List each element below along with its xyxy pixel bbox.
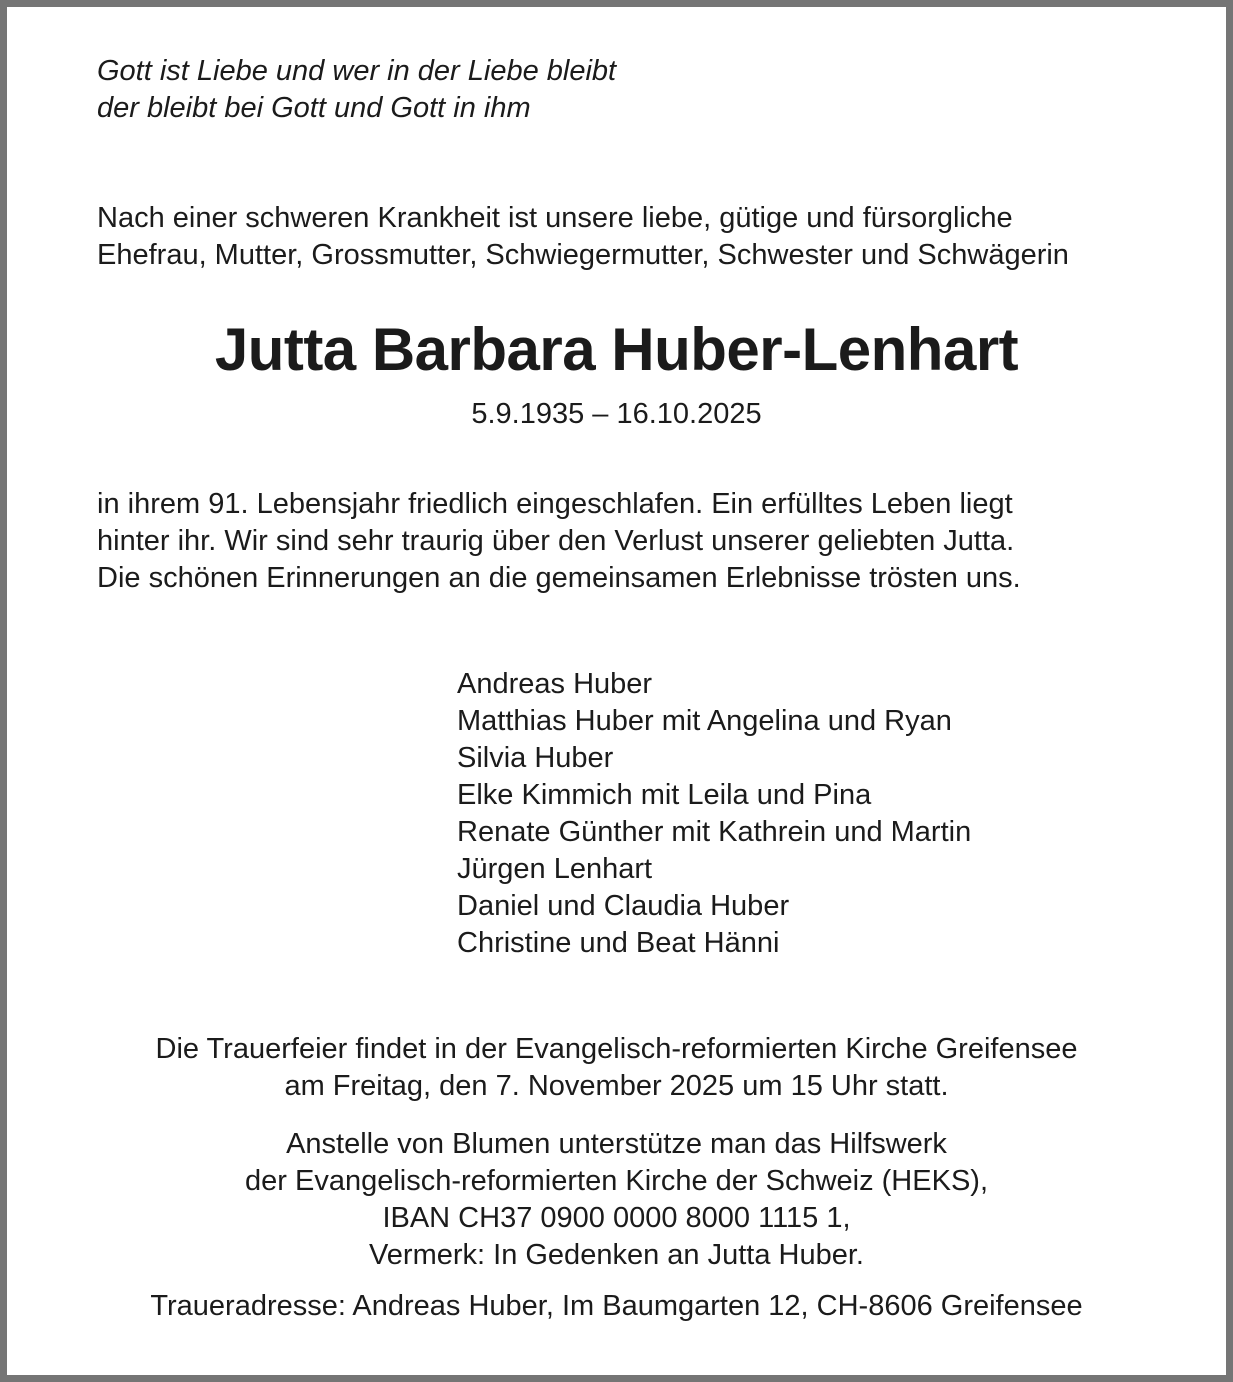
donation-line: Anstelle von Blumen unterstütze man das Hilfswerk	[286, 1128, 947, 1160]
donation-info	[97, 1126, 1136, 1274]
obituary-line: Die schönen Erinnerungen an die gemeinsamen Erlebnisse trösten uns.	[97, 562, 1021, 594]
mourner-name: Jürgen Lenhart	[457, 853, 653, 885]
epigraph-line: Gott ist Liebe und wer in der Liebe bleibt	[97, 55, 617, 87]
donation-line: der Evangelisch-reformierten Kirche der Schweiz (HEKS),	[245, 1165, 988, 1197]
donation-line: IBAN CH37 0900 0000 8000 1115 1,	[382, 1202, 851, 1234]
deceased-name: Jutta Barbara Huber-Lenhart	[214, 316, 1019, 383]
intro-line: Nach einer schweren Krankheit ist unsere liebe, gütige und fürsorgliche	[97, 202, 1013, 234]
intro-paragraph	[97, 200, 1136, 274]
mourning-address	[97, 1288, 1136, 1325]
service-line: Die Trauerfeier findet in der Evangelisch-reformierten Kirche Greifensee	[155, 1033, 1078, 1065]
life-dates: 5.9.1935 – 16.10.2025	[471, 398, 762, 430]
obituary-line: hinter ihr. Wir sind sehr traurig über den Verlust unserer geliebten Jutta.	[97, 525, 1015, 557]
service-line: am Freitag, den 7. November 2025 um 15 Uhr statt.	[284, 1070, 949, 1102]
obituary-content	[7, 53, 1226, 1382]
mourner-name: Renate Günther mit Kathrein und Martin	[457, 816, 972, 848]
service-info	[97, 1031, 1136, 1105]
mourner-name: Christine und Beat Hänni	[457, 927, 780, 959]
obituary-text	[97, 486, 1136, 597]
epigraph-line: der bleibt bei Gott und Gott in ihm	[97, 92, 531, 124]
mourner-name: Andreas Huber	[457, 668, 653, 700]
mourner-name: Daniel und Claudia Huber	[457, 890, 790, 922]
mourner-name: Silvia Huber	[457, 742, 614, 774]
intro-line: Ehefrau, Mutter, Grossmutter, Schwiegermutter, Schwester und Schwägerin	[97, 239, 1069, 271]
obituary-line: in ihrem 91. Lebensjahr friedlich eingeschlafen. Ein erfülltes Leben liegt	[97, 488, 1013, 520]
mourners-list	[457, 666, 1136, 962]
mourning-address-line: Traueradresse: Andreas Huber, Im Baumgarten 12, CH-8606 Greifensee	[150, 1290, 1083, 1322]
epigraph-quote	[97, 53, 1136, 127]
donation-line: Vermerk: In Gedenken an Jutta Huber.	[369, 1239, 864, 1271]
mourner-name: Elke Kimmich mit Leila und Pina	[457, 779, 872, 811]
mourner-name: Matthias Huber mit Angelina und Ryan	[457, 705, 952, 737]
